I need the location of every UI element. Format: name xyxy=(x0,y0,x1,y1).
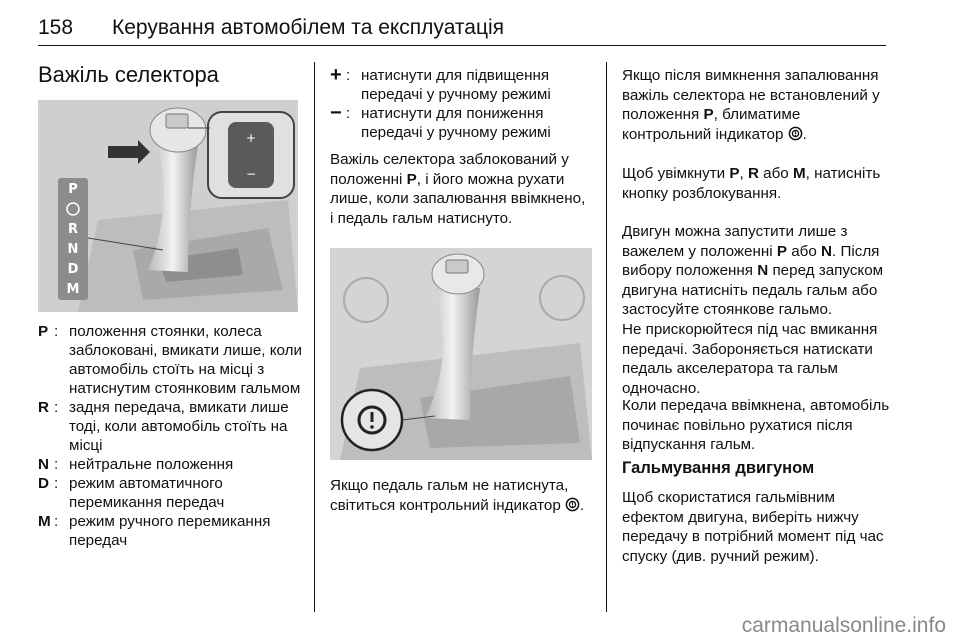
creep-paragraph: Коли передача ввімкнена, автомобіль починає повільно рухатися після відпускання гальм. xyxy=(622,397,890,453)
lock-paragraph: Важіль селектора заблокований у положенні P, і його можна рухати лише, коли запалювання ввімкнено, і педаль гальм натиснуто. xyxy=(330,151,586,227)
position-desc: нейтральне положення xyxy=(69,456,234,473)
section-title: Важіль селектора xyxy=(38,62,219,87)
list-item: R : задня передача, вмикати лише тоді, коли автомобіль стоїть на місці xyxy=(38,398,303,455)
gear-positions-list xyxy=(38,322,303,550)
lever-with-indicator-illustration xyxy=(330,248,592,460)
watermark: carmanualsonline.info xyxy=(741,614,946,637)
page-header xyxy=(38,14,886,46)
position-desc: положення стоянки, колеса заблоковані, вмикати лише, коли автомобіль стоїть на місці з натиснутим стоянковим гальмом xyxy=(69,323,302,397)
acceleration-warning-paragraph: Не прискорюйтеся під час вмикання передачі. Забороняється натискати педаль акселератора та гальм одночасно. xyxy=(622,321,878,397)
inset-minus-label: − xyxy=(245,167,257,181)
list-item: D : режим автоматичного перемикання передач xyxy=(38,474,303,512)
plus-desc: натиснути для підвищення передачі у ручному режимі xyxy=(361,67,551,103)
ignition-off-paragraph: Якщо після вимкнення запалювання важіль селектора не встановлений у положення P, блиматиме контрольний індикатор . xyxy=(622,67,880,143)
position-desc: задня передача, вмикати лише тоді, коли автомобіль стоїть на місці xyxy=(69,399,289,454)
selector-lever-figure xyxy=(38,100,298,312)
page-number: 158 xyxy=(38,16,74,39)
running-title: Керування автомобілем та експлуатація xyxy=(112,16,505,39)
selector-lever-illustration xyxy=(38,100,298,312)
position-key: N xyxy=(38,456,49,473)
brake-indicator-figure xyxy=(330,248,592,460)
unlock-paragraph: Щоб увімкнути P, R або M, натисніть кнопку розблокування. xyxy=(622,165,881,202)
indicator-paragraph: Якщо педаль гальм не натиснута, світиться контрольний індикатор . xyxy=(330,477,585,514)
brake-warning-icon xyxy=(788,126,803,141)
position-key: P xyxy=(38,323,49,340)
scale-letter-n: N xyxy=(67,242,79,257)
plus-key: + xyxy=(330,64,342,86)
brake-warning-icon xyxy=(565,497,580,512)
scale-letter-p: P xyxy=(68,182,78,197)
shift-buttons-list xyxy=(330,66,595,142)
position-desc: режим ручного перемикання передач xyxy=(69,513,271,549)
scale-letter-r: R xyxy=(67,222,79,237)
minus-desc: натиснути для пониження передачі у ручному режимі xyxy=(361,105,551,141)
engine-braking-paragraph: Щоб скористатися гальмівним ефектом двигуна, виберіть нижчу передачу в потрібний момент під час спуску (див. ручний режим). xyxy=(622,489,884,565)
minus-key: − xyxy=(330,102,342,124)
list-item: M : режим ручного перемикання передач xyxy=(38,512,303,550)
position-key: M xyxy=(38,513,51,530)
scale-letter-m: M xyxy=(66,282,80,297)
list-item: − : натиснути для пониження передачі у ручному режимі xyxy=(330,104,595,142)
position-desc: режим автоматичного перемикання передач xyxy=(69,475,225,511)
list-item: N : нейтральне положення xyxy=(38,455,303,474)
list-item: + : натиснути для підвищення передачі у ручному режимі xyxy=(330,66,595,104)
column-divider-1 xyxy=(314,62,315,612)
engine-braking-heading: Гальмування двигуном xyxy=(622,459,815,477)
inset-plus-label: + xyxy=(245,131,257,145)
list-item: P : положення стоянки, колеса заблоковані, вмикати лише, коли автомобіль стоїть на місці з натиснутим стоянковим гальмом xyxy=(38,323,302,397)
engine-start-paragraph: Двигун можна запустити лише з важелем у положенні P або N. Після вибору положення N перед запуском двигуна натисніть педаль гальм або застосуйте стоянкове гальмо. xyxy=(622,223,884,318)
position-key: R xyxy=(38,399,49,416)
position-key: D xyxy=(38,475,49,492)
scale-letter-d: D xyxy=(67,262,79,277)
column-divider-2 xyxy=(606,62,607,612)
